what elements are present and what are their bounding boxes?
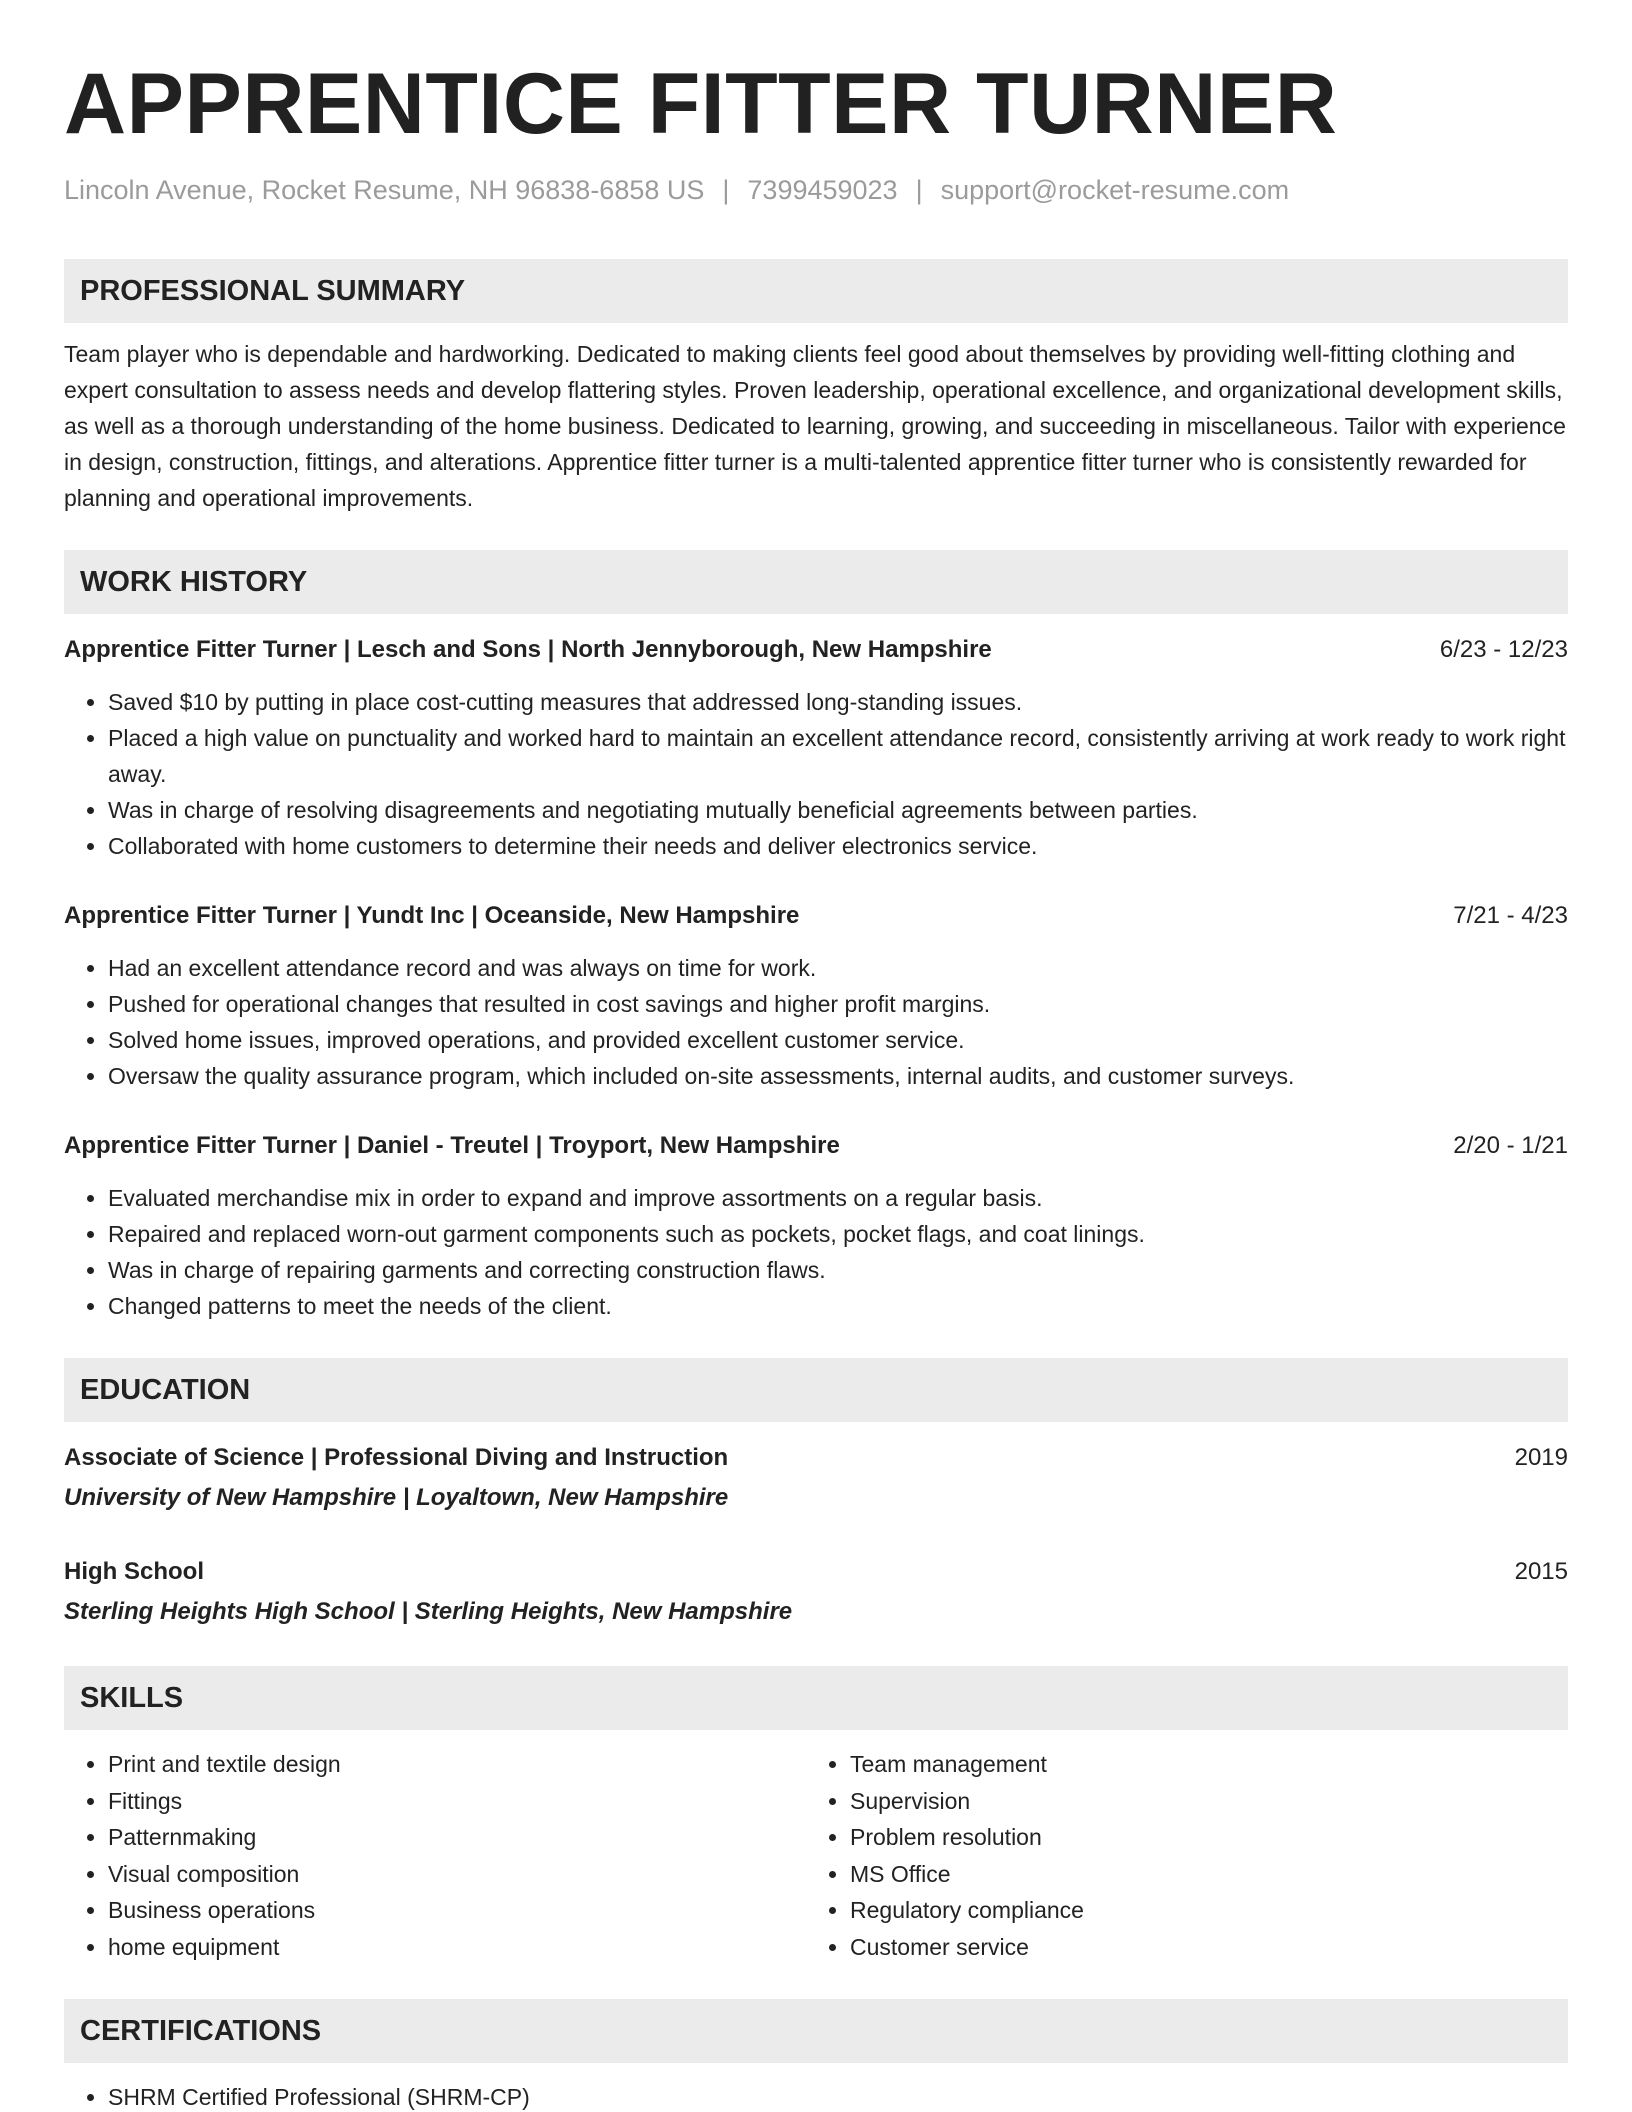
contact-separator: | [915,175,923,205]
job-bullet: • Solved home issues, improved operations, and provided excellent customer service. [108,1022,1568,1058]
job-dates: 7/21 - 4/23 [1453,902,1568,929]
skill-item: • Print and textile design [108,1746,806,1783]
job-entry [64,632,1568,864]
job-header [64,632,1568,668]
section-heading-summary: PROFESSIONAL SUMMARY [64,259,1568,323]
job-bullet: • Changed patterns to meet the needs of the client. [108,1288,1568,1324]
job-header [64,898,1568,934]
job-bullet: • Pushed for operational changes that resulted in cost savings and higher profit margins. [108,986,1568,1022]
skill-item: • Business operations [108,1892,806,1929]
job-bullet: • Repaired and replaced worn-out garment components such as pockets, pocket flags, and coat linings. [108,1216,1568,1252]
job-dates: 2/20 - 1/21 [1453,1132,1568,1159]
skill-item: • Supervision [850,1783,1548,1820]
job-dates: 6/23 - 12/23 [1439,636,1568,663]
section-heading-work-history: WORK HISTORY [64,550,1568,614]
education-degree: Associate of Science | Professional Diving and Instruction [64,1444,729,1471]
job-bullet: • Collaborated with home customers to determine their needs and deliver electronics service. [108,828,1568,864]
section-heading-skills: SKILLS [64,1666,1568,1730]
education-year: 2019 [1514,1444,1568,1471]
job-bullet: • Was in charge of repairing garments and correcting construction flaws. [108,1252,1568,1288]
skills-columns [64,1746,1568,1965]
contact-separator: | [722,175,730,205]
education-entry [64,1440,1568,1516]
skill-item: • home equipment [108,1929,806,1966]
skills-list-right [806,1746,1548,1965]
section-heading-certifications: CERTIFICATIONS [64,1999,1568,2063]
job-bullet: • Had an excellent attendance record and was always on time for work. [108,950,1568,986]
job-entry [64,898,1568,1094]
summary-text: Team player who is dependable and hardworking. Dedicated to making clients feel good about themselves by providing well-fitting clothing and expert consultation to assess needs and develop flattering styles. Proven leadership, operational excellence, and organizational development skills, as well as a thorough understanding of the home business. Dedicated to learning, growing, and succeeding in miscellaneous. Tailor with experience in design, construction, fittings, and alterations. Apprentice fitter turner is a multi-talented apprentice fitter turner who is consistently rewarded for planning and operational improvements. [64,341,1566,511]
education-degree: High School [64,1558,204,1585]
job-title: Apprentice Fitter Turner | Lesch and Sons | North Jennyborough, New Hampshire [64,636,992,663]
education-entry [64,1554,1568,1630]
skill-item: • Patternmaking [108,1819,806,1856]
job-bullets [64,1180,1568,1324]
job-bullet: • Oversaw the quality assurance program, which included on-site assessments, internal audits, and customer surveys. [108,1058,1568,1094]
education-school: Sterling Heights High School | Sterling Heights, New Hampshire [64,1598,793,1625]
contact-phone: 7399459023 [747,175,898,205]
job-entry [64,1128,1568,1324]
resume-content [64,52,1568,2112]
job-bullets [64,684,1568,864]
skill-item: • Customer service [850,1929,1548,1966]
skill-item: • Fittings [108,1783,806,1820]
education-header [64,1554,1568,1590]
skill-item: • Regulatory compliance [850,1892,1548,1929]
certification-item: • SHRM Certified Professional (SHRM-CP) [108,2079,1568,2112]
contact-email[interactable]: support@rocket-resume.com [940,175,1290,205]
skill-item: • Team management [850,1746,1548,1783]
section-heading-education: EDUCATION [64,1358,1568,1422]
education-school: University of New Hampshire | Loyaltown, New Hampshire [64,1484,729,1511]
skill-item: • Visual composition [108,1856,806,1893]
job-title: Apprentice Fitter Turner | Yundt Inc | Oceanside, New Hampshire [64,902,800,929]
job-title: Apprentice Fitter Turner | Daniel - Treutel | Troyport, New Hampshire [64,1132,840,1159]
job-bullet: • Evaluated merchandise mix in order to expand and improve assortments on a regular basis. [108,1180,1568,1216]
job-bullet: • Saved $10 by putting in place cost-cutting measures that addressed long-standing issues. [108,684,1568,720]
job-bullets [64,950,1568,1094]
education-header [64,1440,1568,1476]
education-year: 2015 [1514,1558,1568,1585]
certifications-list [64,2079,1568,2112]
job-bullet: • Placed a high value on punctuality and worked hard to maintain an excellent attendance record, consistently arriving at work ready to work right away. [108,720,1568,792]
job-bullet: • Was in charge of resolving disagreements and negotiating mutually beneficial agreements between parties. [108,792,1568,828]
job-header [64,1128,1568,1164]
contact-line [64,172,1568,208]
skill-item: • MS Office [850,1856,1548,1893]
contact-address: Lincoln Avenue, Rocket Resume, NH 96838-6858 US [64,175,705,205]
skills-list-left [64,1746,806,1965]
candidate-name: APPRENTICE FITTER TURNER [64,56,1338,152]
skill-item: • Problem resolution [850,1819,1548,1856]
